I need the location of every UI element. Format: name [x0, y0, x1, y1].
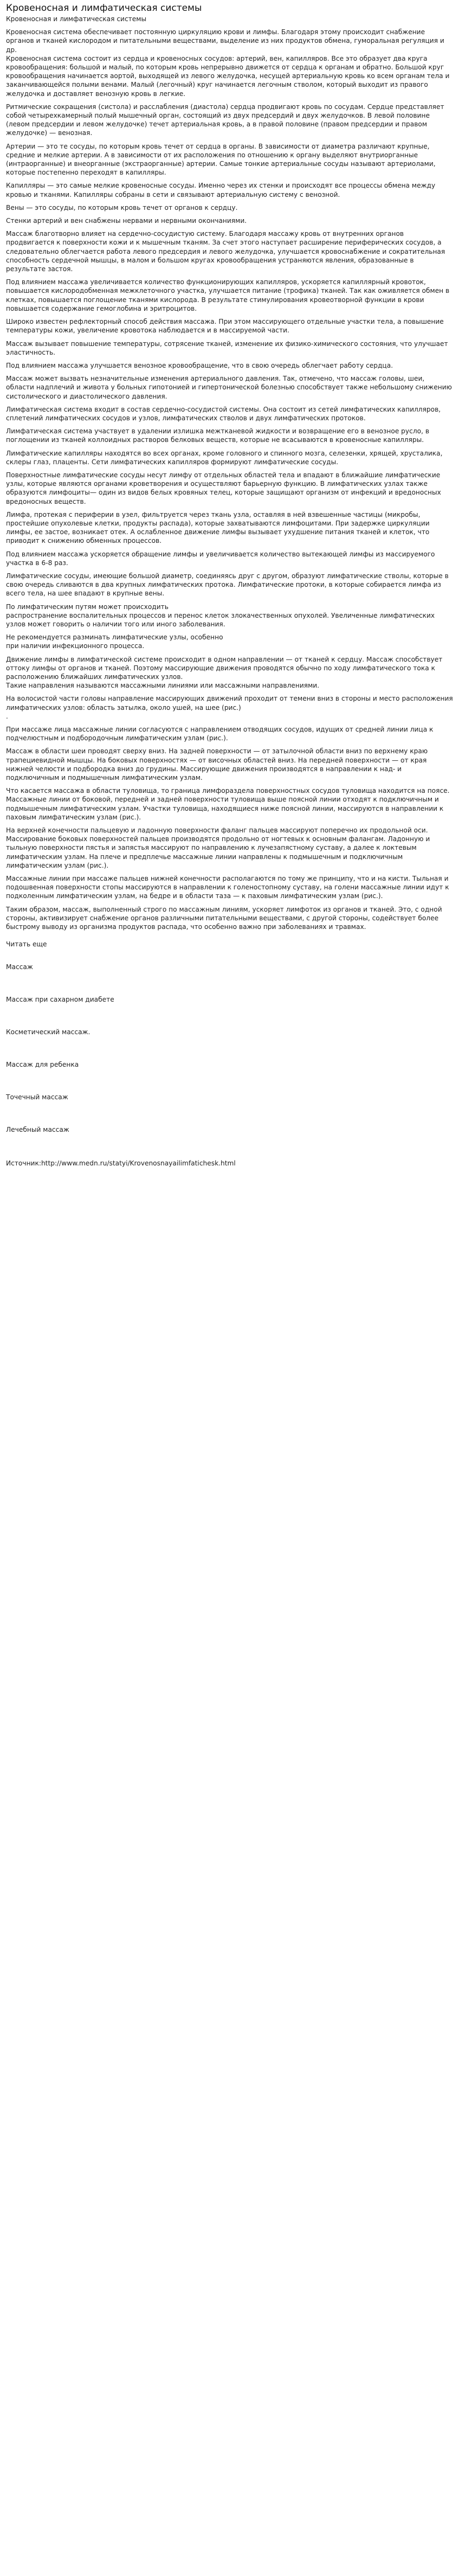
paragraph-line: Вены — это сосуды, по которым кровь течет от органов к сердцу.: [6, 203, 238, 212]
paragraph-line: Не рекомендуется разминать лимфатические узлы, особенно: [6, 633, 223, 642]
paragraph-line: Капилляры — это самые мелкие кровеносные сосуды. Именно через их стенки и происходят все процессы обмена между кровью и тканями. Капилляры собраны в сети и связывают артериальную систему с венозной.: [6, 182, 436, 198]
paragraph: [6, 572, 453, 598]
paragraph: [6, 449, 453, 466]
paragraph-line: Массаж в области шеи проводят сверху вниз. На задней поверхности — от затылочной области вниз по верхнему краю трапециевидной мышцы. На боковых поверхностях — от височных областей вниз. На передней поверхности — от края нижней челюсти и подбородка вниз до грудины. Массирующие движения производятся в направлении к над- и подключичным и подмышечным лимфатическим узлам.: [6, 747, 428, 782]
paragraph: [6, 28, 453, 98]
paragraph: [6, 181, 453, 198]
paragraph-line: Под влиянием массажа улучшается венозное кровообращение, что в свою очередь облегчает работу сердца.: [6, 361, 393, 369]
paragraph: [6, 203, 453, 212]
article-page: [0, 0, 459, 1168]
paragraph: [6, 655, 453, 690]
paragraph-line: По лимфатическим путям может происходить: [6, 603, 169, 611]
related-link[interactable]: Точечный массаж: [6, 1093, 68, 1101]
paragraph-line: Таким образом, массаж, выполненный строго по массажным линиям, ускоряет лимфоток из органов и тканей. Это, с одной стороны, активизирует снабжение органов различными питательными веществами, с другой стороны, содействует более быстрому выводу из организма продуктов распада, что особенно важно при заболеваниях и травмах.: [6, 905, 442, 931]
related-link[interactable]: Косметический массаж.: [6, 1028, 90, 1036]
paragraph: [6, 471, 453, 506]
paragraph-line: Под влиянием массажа увеличивается количество функционирующих капилляров, ускоряется капиллярный кровоток, повышается кислородобменная межклеточного участка, улучшается питание (трофика) тканей. Так как оживляется обмен в клетках, повышается поглощение тканями кислорода. В результате стимулирования кровеотворной функции в крови повышается содержание гемоглобина и эритроцитов.: [6, 278, 450, 312]
paragraph: [6, 603, 453, 629]
paragraph-line: Лимфатическая система участвует в удалении излишка межтканевой жидкости и возвращение его в венозное русло, в поглощении из тканей коллоидных растворов белковых веществ, которые не всасываются в кровеносные капилляры.: [6, 427, 430, 444]
paragraph-line: На волосистой части головы направление массирующих движений проходит от темени вниз в стороны и место расположения лимфатических узлов: область затылка, около ушей, на шее (рис.): [6, 695, 453, 712]
paragraph: [6, 747, 453, 782]
paragraph: [6, 633, 453, 650]
paragraph-line: Под влиянием массажа ускоряется обращение лимфы и увеличивается количество вытекающей лимфы из массируемого участка в 6-8 раз.: [6, 550, 435, 567]
paragraph: [6, 725, 453, 742]
paragraph: [6, 405, 453, 422]
related-link[interactable]: Массаж: [6, 963, 33, 971]
paragraph: [6, 786, 453, 822]
paragraph: [6, 374, 453, 401]
paragraph-line: При массаже лица массажные линии согласуются с направлением отводящих сосудов, идущих от средней линии лица к подчелюстным и подбородочным лимфатическим узлам (рис.).: [6, 726, 434, 742]
source-line: [6, 1159, 453, 1168]
paragraph: [6, 216, 453, 225]
paragraph: [6, 339, 453, 357]
paragraph: [6, 361, 453, 370]
paragraph-line: Лимфатические сосуды, имеющие большой диаметр, соединяясь друг с другом, образуют лимфатические стволы, которые в свою очередь сливаются в два крупных лимфатических протока. Лимфатические протоки, в которые собирается лимфа из всего тела, на шее впадают в крупные вены.: [6, 572, 449, 598]
paragraph-line: распространение воспалительных процессов и перенос клеток злокачественных опухолей. Увеличенные лимфатических узлов может говорить о наличии того или иного заболевания.: [6, 611, 435, 628]
paragraph-line: Массаж благотворно влияет на сердечно-сосудистую систему. Благодаря массажу кровь от внутренних органов продвигается к поверхности кожи и к мышечным тканям. За счет этого наступает расширение периферических сосудов, а следовательно облегчается работа левого предсердия и левого желудочка, улучшается кровоснабжение и сократительная способность сердечной мышцы, в малом и большом кругах кровообращения устраняются явления, образованные в результате застоя.: [6, 230, 445, 273]
paragraph-line: Широко известен рефлекторный способ действия массажа. При этом массирующего отдельные участки тела, а повышение температуры кожи, увеличение кровотока наблюдается и в массируемой части.: [6, 318, 444, 335]
related-link[interactable]: Массаж при сахарном диабете: [6, 996, 114, 1004]
paragraph-line: .: [6, 712, 8, 720]
paragraph-line: Движение лимфы в лимфатической системе происходит в одном направлении — от тканей к сердцу. Массаж способствует оттоку лимфы от органов и тканей. Поэтому массирующие движения проводятся обычно по ходу лимфатического тока к расположению ближайших лимфатических узлов.: [6, 655, 443, 681]
paragraph-line: Артерии — это те сосуды, по которым кровь течет от сердца в органы. В зависимости от диаметра различают крупные, средние и мелкие артерии. А в зависимости от их расположения по отношению к органу выделяют внутриорганные (интраорганные) и внеорганные (экстраорганные) артерии. Самые тонкие артериальные сосуды называют артериолами, которые постепенно переходят в капилляры.: [6, 142, 436, 177]
paragraph-line: Кровеносная система обеспечивает постоянную циркуляцию крови и лимфы. Благодаря этому происходит снабжение органов и тканей кислородом и питательными веществами, выделение из них продуктов обмена, гуморальная регуляция и др.: [6, 28, 444, 54]
paragraph-line: Лимфа, протекая с периферии в узел, фильтруется через ткань узла, оставляя в ней взвешенные частицы (микробы, простейшие опухолевые клетки, продукты распада), которые захватываются лимфоцитами. При задержке циркуляции лимфы, ее застое, возникает отек. А ослабленное движение лимфы вызывает ухудшение питания тканей и клеток, что приводит к снижению обменных процессов.: [6, 510, 430, 545]
article-subtitle: Кровеносная и лимфатическая системы: [6, 15, 147, 23]
paragraph-line: Лимфатическая система входит в состав сердечно-сосудистой системы. Она состоит из сетей лимфатических капилляров, сплетений лимфатических сосудов и узлов, лимфатических стволов и двух лимфатических протоков.: [6, 405, 441, 422]
paragraph-line: Кровеносная система состоит из сердца и кровеносных сосудов: артерий, вен, капилляров. Все это образует два круга кровообращения: большой и малый, по которым кровь непрерывно движется от сердца к органам и обратно. Большой круг кровообращения начинается аортой, выходящей из левого желудочка, несущей артериальную кровь ко всем органам тела и заканчивающейся полыми венами. Малый (легочный) круг начинается легочным стволом, который выходит из правого желудочка и доставляет венозную кровь в легкие.: [6, 54, 450, 98]
related-link[interactable]: Массаж для ребенка: [6, 1061, 79, 1069]
source-link[interactable]: http://www.medn.ru/statyi/Krovenosnayailimfatichesk.html: [41, 1159, 236, 1168]
paragraph: [6, 142, 453, 177]
related-links: [6, 963, 453, 1158]
article-body: [6, 28, 453, 931]
paragraph: [6, 874, 453, 901]
paragraph: [6, 102, 453, 138]
related-link[interactable]: Лечебный массаж: [6, 1126, 69, 1134]
paragraph-line: На верхней конечности пальцевую и ладонную поверхности фаланг пальцев массируют поперечно их продольной оси. Массирование боковых поверхностей пальцев производятся продольно от ногтевых к основным фалангам. Ладонную и тыльную поверхности пястья и запястья массируют по направлению к лучезапястному суставу, а далее к локтевым лимфатическим узлам. На плече и предплечье массажные линии направлены к подмышечным и подключичным лимфатическим узлам (рис.).: [6, 826, 430, 869]
paragraph: [6, 905, 453, 932]
paragraph-line: Поверхностные лимфатические сосуды несут лимфу от отдельных областей тела и впадают в ближайшие лимфатические узлы, которые являются органами кроветворения и осуществляют барьерную функцию. В лимфатических узлах также образуются лимфоциты— один из видов белых кровяных телец, которые защищают организм от инфекций и вредоносных вредоносных веществ.: [6, 471, 441, 505]
paragraph-line: при наличии инфекционного процесса.: [6, 642, 145, 650]
paragraph-line: Стенки артерий и вен снабжены нервами и нервными окончаниями.: [6, 217, 247, 225]
paragraph-line: Ритмические сокращения (систола) и расслабления (диастола) сердца продвигают кровь по сосудам. Сердце представляет собой четырехкамерный полый мышечный орган, состоящий из двух предсердий и двух желудочков. В левой половине (левом предсердии и левом желудочке) течет артериальная кровь, а в правой половине (правом предсердии и правом желудочке) — венозная.: [6, 102, 444, 137]
paragraph: [6, 278, 453, 313]
paragraph: [6, 510, 453, 546]
paragraph: [6, 694, 453, 721]
read-more-label: Читать еще: [6, 940, 47, 949]
paragraph: [6, 427, 453, 444]
source-prefix: Источник:: [6, 1159, 41, 1168]
paragraph-line: Массаж может вызвать незначительные изменения артериального давления. Так, отмечено, что массаж головы, шеи, области надплечий и живота у больных гипотонией и гипертонической болезнью способствует также небольшому снижению систолического и диастолического давления.: [6, 375, 452, 400]
paragraph-line: Что касается массажа в области туловища, то граница лимфораздела поверхностных сосудов туловища находится на поясе. Массажные линии от боковой, передней и задней поверхности туловища выше поясной линии отходят к подключичным и подмышечным лимфатическим узлам. Участки туловища, находящиеся ниже поясной линии, массируются в направлении к паховым лимфатическим узлам (рис.).: [6, 787, 450, 821]
paragraph: [6, 229, 453, 273]
paragraph: [6, 550, 453, 567]
paragraph-line: Такие направления называются массажными линиями или массажными направлениями.: [6, 682, 320, 690]
paragraph-line: Лимфатические капилляры находятся во всех органах, кроме головного и спинного мозга, селезенки, хрящей, хрусталика, склеры глаз, плаценты. Сети лимфатических капилляров формируют лимфатические сосуды.: [6, 449, 443, 466]
paragraph-line: Массажные линии при массаже пальцев нижней конечности располагаются по тому же принципу, что и на кисти. Тыльная и подошвенная поверхности стопы массируются в направлении к голеностопному суставу, на голени массажные линии идут к подколенным лимфатическим узлам, на бедре и в области таза — к паховым лимфатическим узлам (рис.).: [6, 875, 449, 900]
paragraph: [6, 826, 453, 870]
page-title: Кровеносная и лимфатическая системы: [6, 3, 202, 14]
paragraph: [6, 317, 453, 335]
paragraph-line: Массаж вызывает повышение температуры, сотрясение тканей, изменение их физико-химического состояния, что улучшает эластичность.: [6, 339, 448, 356]
